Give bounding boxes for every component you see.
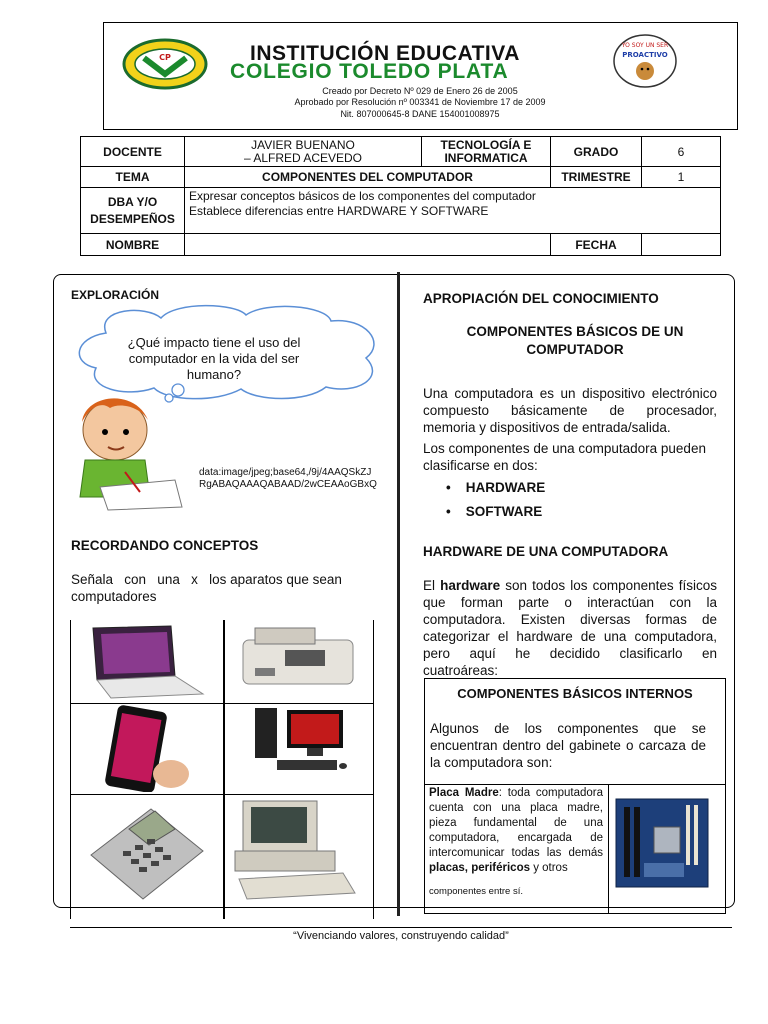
cash-register-cell[interactable] xyxy=(224,620,374,704)
image-data-text xyxy=(199,467,377,491)
footer-rule xyxy=(70,927,732,928)
componentes-title xyxy=(440,323,710,359)
old-computer-icon xyxy=(225,795,371,905)
apropiacion-heading: APROPIACIÓN DEL CONOCIMIENTO xyxy=(423,291,659,306)
placa-bold: Placa Madre xyxy=(429,787,499,799)
dba-value xyxy=(185,188,721,234)
bullet-software: • SOFTWARE xyxy=(446,504,543,519)
resolution-line: Aprobado por Resolución nº 003341 de Noviembre 17 de 2009 xyxy=(294,97,546,107)
svg-text:YO SOY UN SER: YO SOY UN SER xyxy=(621,42,669,49)
trimestre-label: TRIMESTRE xyxy=(551,167,642,188)
placa-small-text: componentes entre sí. xyxy=(429,886,523,897)
tema-value: COMPONENTES DEL COMPUTADOR xyxy=(185,167,551,188)
docente-name-2: – ALFRED ACEVEDO xyxy=(243,150,363,165)
docente-label: DOCENTE xyxy=(81,137,185,167)
dba-label xyxy=(81,188,185,234)
svg-text:PROACTIVO: PROACTIVO xyxy=(622,51,668,59)
internos-separator xyxy=(424,784,726,785)
trimestre-value: 1 xyxy=(642,167,721,188)
school-logo xyxy=(122,38,208,90)
recordando-heading: RECORDANDO CONCEPTOS xyxy=(71,538,259,553)
svg-text:CP: CP xyxy=(159,53,171,62)
proactivo-logo xyxy=(612,33,678,89)
instruction-line-1: Señala con una x los aparatos que sean xyxy=(71,572,342,587)
placa-text: : toda computadora cuenta con una placa madre, pieza fundamental de una computadora, encargada de intercomunicar todas las demás xyxy=(429,787,603,859)
instruction-line-2: computadores xyxy=(71,589,157,604)
hardware-p-prefix: El xyxy=(423,578,441,593)
school-name: COLEGIO TOLEDO PLATA xyxy=(230,60,509,83)
area-value xyxy=(422,137,551,167)
desktop-cell[interactable] xyxy=(224,703,374,795)
footer-motto: “Vivenciando valores, construyendo calidad” xyxy=(293,930,509,942)
cash-register-icon xyxy=(225,620,371,700)
dba-value-2: Establece diferencias entre HARDWARE Y SOFTWARE xyxy=(189,204,489,218)
nit-line: Nit. 807000645-8 DANE 154001008975 xyxy=(340,109,500,119)
info-table xyxy=(80,136,721,256)
desktop-computer-icon xyxy=(225,704,371,792)
smartphone-icon xyxy=(71,704,221,792)
institution-title: INSTITUCIÓN EDUCATIVA xyxy=(250,42,520,65)
nombre-field[interactable] xyxy=(185,234,551,256)
grado-value: 6 xyxy=(642,137,721,167)
dba-label-2: DESEMPEÑOS xyxy=(90,211,175,226)
calculator-cell[interactable] xyxy=(70,794,224,919)
boy-writing-illustration xyxy=(70,392,188,512)
componentes-title-2: COMPUTADOR xyxy=(526,342,624,357)
area-line-1: TECNOLOGÍA E xyxy=(440,137,532,152)
old-computer-cell[interactable] xyxy=(224,794,374,919)
hardware-paragraph xyxy=(423,577,717,679)
internos-col-separator xyxy=(608,784,609,914)
componentes-title-1: COMPONENTES BÁSICOS DE UN xyxy=(466,324,684,339)
image-data-line-2: RgABAQAAAQABAAD/2wCEAAoGBxQ xyxy=(199,479,377,490)
tema-label: TEMA xyxy=(81,167,185,188)
cloud-question: ¿Qué impacto tiene el uso del computador en la vida del ser humano? xyxy=(127,335,301,382)
classification-paragraph: Los componentes de una computadora pueden clasificarse en dos: xyxy=(423,441,706,473)
decree-line: Creado por Decreto Nº 029 de Enero 26 de 2005 xyxy=(322,86,518,96)
bullet-hardware: • HARDWARE xyxy=(446,480,546,495)
intro-paragraph: Una computadora es un dispositivo electrónico compuesto básicamente de procesador, memoria y dispositivos de entrada/salida. xyxy=(423,386,717,435)
grado-label: GRADO xyxy=(551,137,642,167)
placa-bold2: placas, periféricos xyxy=(429,862,530,874)
bullet-software-label: SOFTWARE xyxy=(465,504,543,519)
hardware-heading: HARDWARE DE UNA COMPUTADORA xyxy=(423,544,669,559)
placa-madre-text xyxy=(429,786,603,876)
motherboard-image xyxy=(614,797,710,889)
hardware-p-bold: hardware xyxy=(440,578,501,593)
hardware-p-rest: son todos los componentes físicos que forman parte o interactúan con la computadora. Existen diversas formas de categorizar el hardware de una computadora, pero aquí he decidido clasificarlo en cuatroáreas: xyxy=(423,578,717,678)
internos-paragraph: Algunos de los componentes que se encuentran dentro del gabinete o carcaza de la computadora son: xyxy=(430,721,706,770)
smartphone-cell[interactable] xyxy=(70,703,224,795)
laptop-cell[interactable] xyxy=(70,620,224,704)
bullet-hardware-label: HARDWARE xyxy=(465,480,546,495)
dba-label-1: DBA Y/O xyxy=(107,194,158,209)
placa-text2: y otros xyxy=(530,862,568,874)
docente-value xyxy=(185,137,422,167)
laptop-icon xyxy=(71,620,221,700)
docente-name-1: JAVIER BUENANO xyxy=(251,137,355,152)
area-line-2: INFORMATICA xyxy=(444,150,528,165)
fecha-field[interactable] xyxy=(642,234,721,256)
image-data-line-1: data:image/jpeg;base64,/9j/4AAQSkZJ xyxy=(199,467,372,478)
column-divider xyxy=(397,272,400,916)
dba-value-1: Expresar conceptos básicos de los componentes del computador xyxy=(189,189,536,203)
exploracion-heading: EXPLORACIÓN xyxy=(71,288,160,302)
nombre-label: NOMBRE xyxy=(81,234,185,256)
fecha-label: FECHA xyxy=(551,234,642,256)
calculator-icon xyxy=(71,795,221,905)
internos-title: COMPONENTES BÁSICOS INTERNOS xyxy=(457,686,693,701)
